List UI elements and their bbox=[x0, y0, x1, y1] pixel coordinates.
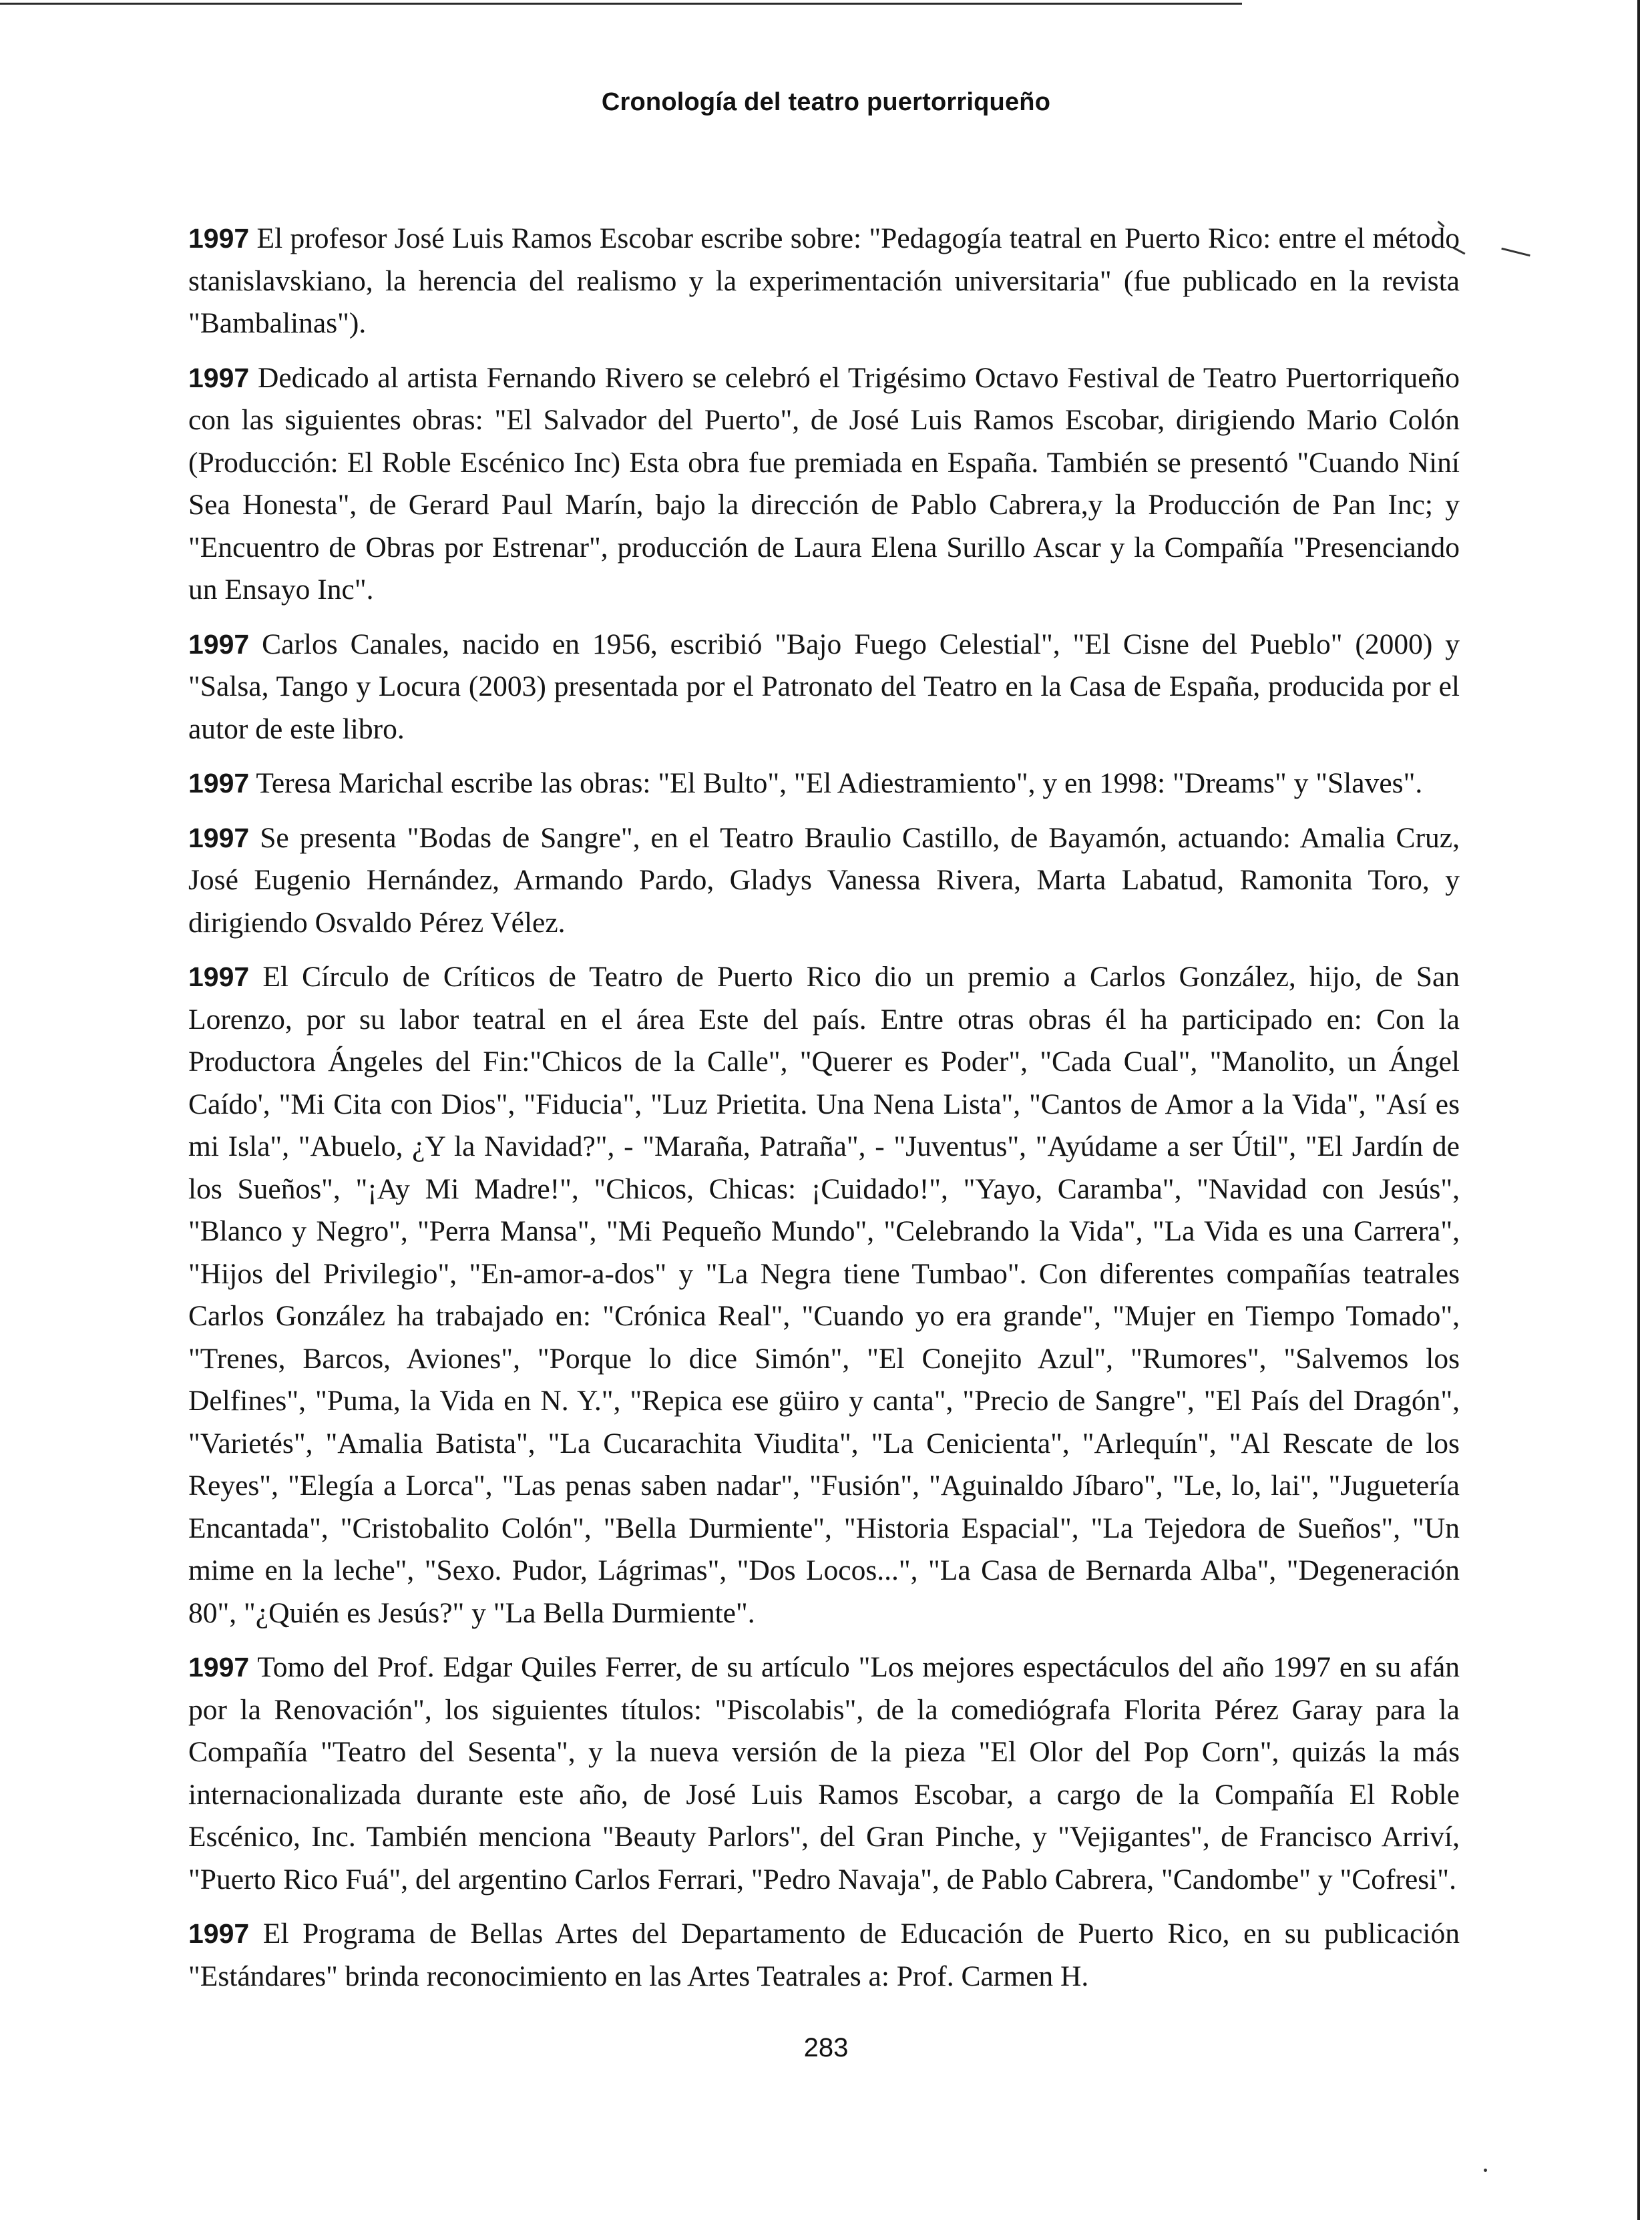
running-header: Cronología del teatro puertorriqueño bbox=[601, 88, 1051, 116]
scan-mark bbox=[1484, 2169, 1487, 2172]
entry-text: El profesor José Luis Ramos Escobar escribe sobre: "Pedagogía teatral en Puerto Rico: entre el método stanislavskiano, la herencia del realismo y la experimentación universitaria" (fue publicado en la revista "Bambalinas"). bbox=[188, 222, 1460, 339]
entry-text: Carlos Canales, nacido en 1956, escribió "Bajo Fuego Celestial", "El Cisne del Pueblo" (2000) y "Salsa, Tango y Locura (2003) presentada por el Patronato del Teatro en la Casa de España, producida por el autor de este libro. bbox=[188, 628, 1460, 745]
entry-year: 1997 bbox=[188, 1918, 250, 1949]
entry-year: 1997 bbox=[188, 223, 250, 254]
chronology-entry bbox=[188, 762, 1460, 805]
chronology-entry bbox=[188, 624, 1460, 751]
entry-year: 1997 bbox=[188, 961, 250, 992]
entry-text: El Círculo de Críticos de Teatro de Puerto Rico dio un premio a Carlos González, hijo, de San Lorenzo, por su labor teatral en el área Este del país. Entre otras obras él ha participado en: Con la Productora Ángeles del Fin:"Chicos de la Calle", "Querer es Poder", "Cada Cual", "Manolito, un Ángel Caído', "Mi Cita con Dios", "Fiducia", "Luz Prietita. Una Nena Lista", "Cantos de Amor a la Vida", "Así es mi Isla", "Abuelo, ¿Y la Navidad?", - "Maraña, Patraña", - "Juventus", "Ayúdame a ser Útil", "El Jardín de los Sueños", "¡Ay Mi Madre!", "Chicos, Chicas: ¡Cuidado!", "Yayo, Caramba", "Navidad con Jesús", "Blanco y Negro", "Perra Mansa", "Mi Pequeño Mundo", "Celebrando la Vida", "La Vida es una Carrera", "Hijos del Privilegio", "En-amor-a-dos" y "La Negra tiene Tumbao". Con diferentes compañías teatrales Carlos González ha trabajado en: "Crónica Real", "Cuando yo era grande", "Mujer en Tiempo Tomado", "Trenes, Barcos, Aviones", "Porque lo dice Simón", "El Conejito Azul", "Rumores", "Salvemos los Delfines", "Puma, la Vida en N. Y.", "Repica ese güiro y canta", "Precio de Sangre", "El País del Dragón", "Varietés", "Amalia Batista", "La Cucarachita Viudita", "La Cenicienta", "Arlequín", "Al Rescate de los Reyes", "Elegía a Lorca", "Las penas saben nadar", "Fusión", "Aguinaldo Jíbaro", "Le, lo, lai", "Juguetería Encantada", "Cristobalito Colón", "Bella Durmiente", "Historia Espacial", "La Tejedora de Sueños", "Un mime en la leche", "Sexo. Pudor, Lágrimas", "Dos Locos...", "La Casa de Bernarda Alba", "Degeneración 80", "¿Quién es Jesús?" y "La Bella Durmiente". bbox=[188, 961, 1460, 1629]
scan-edge-right bbox=[1637, 0, 1640, 2220]
entry-year: 1997 bbox=[188, 628, 250, 660]
entry-text: Teresa Marichal escribe las obras: "El Bulto", "El Adiestramiento", y en 1998: "Dreams" y "Slaves". bbox=[256, 767, 1423, 799]
entry-year: 1997 bbox=[188, 1652, 250, 1683]
scan-edge-top bbox=[0, 3, 1242, 5]
chronology-entry bbox=[188, 817, 1460, 945]
entry-text: El Programa de Bellas Artes del Departamento de Educación de Puerto Rico, en su publicación "Estándares" brinda reconocimiento en las Artes Teatrales a: Prof. Carmen H. bbox=[188, 1918, 1460, 1992]
entry-year: 1997 bbox=[188, 822, 250, 853]
chronology-entry bbox=[188, 357, 1460, 612]
chronology-entry bbox=[188, 956, 1460, 1634]
entry-text: Se presenta "Bodas de Sangre", en el Teatro Braulio Castillo, de Bayamón, actuando: Amalia Cruz, José Eugenio Hernández, Armando Pardo, Gladys Vanessa Rivera, Marta Labatud, Ramonita Toro, y dirigiendo Osvaldo Pérez Vélez. bbox=[188, 821, 1460, 939]
entry-year: 1997 bbox=[188, 768, 250, 799]
entry-year: 1997 bbox=[188, 362, 250, 393]
entry-text: Dedicado al artista Fernando Rivero se celebró el Trigésimo Octavo Festival de Teatro Puertorriqueño con las siguientes obras: "El Salvador del Puerto", de José Luis Ramos Escobar, dirigiendo Mario Colón (Producción: El Roble Escénico Inc) Esta obra fue premiada en España. También se presentó "Cuando Niní Sea Honesta", de Gerard Paul Marín, bajo la dirección de Pablo Cabrera,y la Producción de Pan Inc; y "Encuentro de Obras por Estrenar", producción de Laura Elena Surillo Ascar y la Compañía "Presenciando un Ensayo Inc". bbox=[188, 361, 1460, 606]
body-text bbox=[188, 218, 1460, 2010]
page-number: 283 bbox=[803, 2033, 849, 2062]
chronology-entry bbox=[188, 218, 1460, 345]
chronology-entry bbox=[188, 1646, 1460, 1901]
chronology-entry bbox=[188, 1913, 1460, 1998]
scan-mark bbox=[1501, 248, 1530, 257]
entry-text: Tomo del Prof. Edgar Quiles Ferrer, de su artículo "Los mejores espectáculos del año 1997 en su afán por la Renovación", los siguientes títulos: "Piscolabis", de la comediógrafa Florita Pérez Garay para la Compañía "Teatro del Sesenta", y la nueva versión de la pieza "El Olor del Pop Corn", quizás la más internacionalizada durante este año, de José Luis Ramos Escobar, a cargo de la Compañía El Roble Escénico, Inc. También menciona "Beauty Parlors", del Gran Pinche, y "Vejigantes", de Francisco Arriví, "Puerto Rico Fuá", del argentino Carlos Ferrari, "Pedro Navaja", de Pablo Cabrera, "Candombe" y "Cofresi". bbox=[188, 1651, 1460, 1896]
